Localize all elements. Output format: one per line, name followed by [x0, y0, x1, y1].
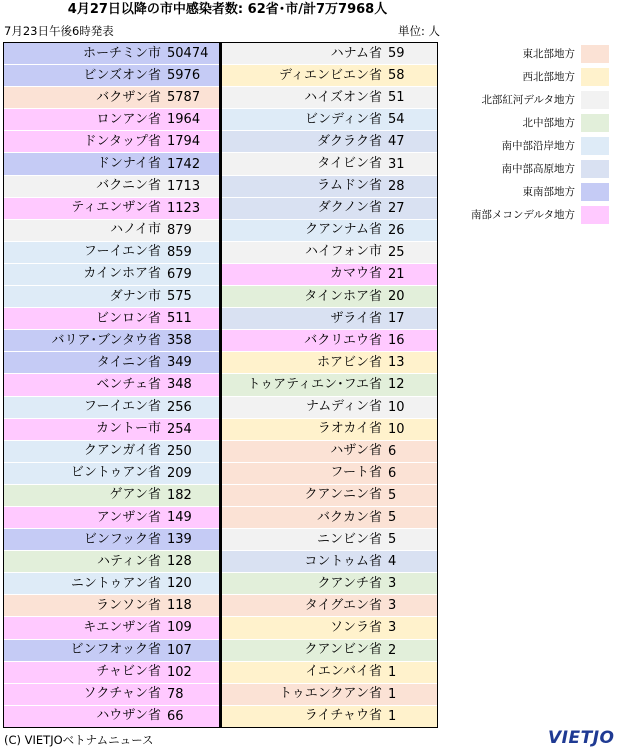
table-row	[222, 242, 437, 264]
province-name: ホアビン省	[316, 354, 382, 370]
legend-label: 北部紅河デルタ地方	[481, 94, 575, 106]
case-count: 13	[388, 355, 405, 371]
region-legend	[455, 42, 615, 226]
case-count: 78	[167, 686, 184, 702]
province-name: カマウ省	[329, 266, 382, 282]
legend-label: 南中部沿岸地方	[501, 140, 575, 152]
table-row	[4, 242, 219, 264]
table-row	[4, 441, 219, 463]
province-name: バリア･ブンタウ省	[51, 332, 161, 348]
legend-label: 北中部地方	[522, 117, 575, 129]
table-row	[4, 595, 219, 617]
table-row	[4, 176, 219, 198]
province-name: ラオカイ省	[317, 421, 382, 437]
province-name: ティエンザン省	[71, 200, 161, 216]
table-row	[222, 507, 437, 529]
case-count: 17	[388, 311, 405, 327]
province-name: フーイエン省	[83, 244, 161, 260]
table-row	[4, 153, 219, 175]
province-name: クアンチ省	[317, 575, 382, 591]
case-count: 109	[167, 620, 192, 636]
table-row	[222, 529, 437, 551]
province-name: バクカン省	[316, 509, 382, 525]
table-row	[4, 87, 219, 109]
province-name: ハウザン省	[96, 708, 161, 724]
table-row	[4, 706, 219, 727]
province-name: イエンバイ省	[305, 664, 382, 680]
province-name: ラムドン省	[317, 178, 382, 194]
table-row	[4, 485, 219, 507]
legend-item	[455, 88, 615, 111]
legend-label: 西北部地方	[522, 71, 575, 83]
table-row	[222, 551, 437, 573]
case-count: 1713	[167, 178, 201, 194]
province-name: ソクチャン省	[83, 686, 161, 702]
province-name: ダクノン省	[317, 200, 382, 216]
legend-item	[455, 157, 615, 180]
province-name: カインホア省	[83, 266, 161, 282]
case-count: 21	[388, 266, 405, 282]
table-row	[222, 595, 437, 617]
table-row	[4, 109, 219, 131]
unit-label: 単位: 人	[397, 24, 440, 38]
case-count: 128	[167, 554, 192, 570]
province-name: ドンタップ省	[83, 133, 161, 149]
legend-swatch	[581, 45, 609, 63]
case-count: 26	[388, 222, 405, 238]
case-count: 1964	[167, 112, 201, 128]
province-name: ゲアン省	[109, 487, 161, 503]
province-name: クアンニン省	[304, 487, 382, 503]
case-count: 3	[388, 576, 397, 592]
case-count: 358	[167, 333, 192, 349]
province-name: バクリエウ省	[304, 332, 382, 348]
case-count: 1742	[167, 156, 201, 172]
case-count: 348	[167, 377, 192, 393]
province-name: トゥエンクアン省	[279, 686, 382, 702]
table-row	[4, 65, 219, 87]
table-row	[4, 264, 219, 286]
province-name: コントゥム省	[304, 553, 382, 569]
province-name: バクニン省	[96, 178, 161, 194]
province-name: ソンラ省	[329, 619, 382, 635]
table-row	[4, 330, 219, 352]
province-name: ダクラク省	[316, 133, 382, 149]
case-count: 1	[388, 686, 397, 702]
case-count: 5	[388, 510, 397, 526]
province-name: ハノイ市	[110, 222, 161, 238]
case-count: 5	[388, 532, 397, 548]
case-count: 1794	[167, 134, 201, 150]
legend-swatch	[581, 206, 609, 224]
table-row	[222, 662, 437, 684]
case-count: 3	[388, 620, 397, 636]
province-name: ホーチミン市	[82, 45, 161, 61]
province-name: ダナン市	[109, 288, 161, 304]
case-count: 349	[167, 355, 192, 371]
province-name: クアンガイ省	[83, 443, 161, 459]
case-count: 5	[388, 487, 397, 503]
case-count: 6	[388, 443, 397, 459]
case-count: 66	[167, 708, 184, 724]
case-count: 20	[388, 289, 405, 305]
table-row	[222, 109, 437, 131]
table-row	[222, 684, 437, 706]
case-count: 149	[167, 510, 192, 526]
table-row	[222, 397, 437, 419]
legend-item	[455, 134, 615, 157]
table-row	[4, 220, 219, 242]
legend-swatch	[581, 91, 609, 109]
province-name: ビンロン省	[95, 310, 161, 326]
province-name: ザライ省	[330, 310, 382, 326]
table-column-right	[220, 42, 438, 728]
province-name: ハティン省	[97, 553, 161, 569]
case-count: 139	[167, 532, 192, 548]
case-count: 3	[388, 598, 397, 614]
table-row	[222, 286, 437, 308]
table-row	[4, 640, 219, 662]
case-count: 120	[167, 576, 192, 592]
province-name: ベンチェ省	[96, 376, 161, 392]
province-name: フート省	[330, 465, 382, 481]
table-column-left	[3, 42, 220, 728]
case-count: 679	[167, 266, 192, 282]
case-count: 31	[388, 156, 405, 172]
legend-label: 南中部高原地方	[501, 163, 575, 175]
table-row	[222, 617, 437, 639]
province-name: ハイフォン市	[305, 244, 382, 260]
legend-item	[455, 203, 615, 226]
case-count: 28	[388, 178, 405, 194]
table-row	[222, 419, 437, 441]
province-name: タイニン省	[96, 354, 161, 370]
legend-swatch	[581, 68, 609, 86]
table-row	[4, 529, 219, 551]
legend-swatch	[581, 137, 609, 155]
legend-item	[455, 111, 615, 134]
province-name: タイグエン省	[304, 597, 382, 613]
legend-item	[455, 180, 615, 203]
province-name: ビンディン省	[305, 111, 382, 127]
table-row	[4, 308, 219, 330]
case-count: 5976	[167, 68, 201, 84]
table-row	[222, 176, 437, 198]
case-count: 254	[167, 421, 192, 437]
province-name: ドンナイ省	[96, 156, 161, 172]
case-count: 107	[167, 642, 192, 658]
case-count: 10	[388, 399, 405, 415]
table-row	[222, 264, 437, 286]
table-row	[222, 374, 437, 396]
table-row	[222, 198, 437, 220]
legend-swatch	[581, 183, 609, 201]
province-name: ビンズオン省	[83, 67, 161, 83]
case-count: 250	[167, 443, 192, 459]
case-count: 27	[388, 200, 405, 216]
table-row	[4, 43, 219, 65]
province-name: ビントゥアン省	[70, 465, 161, 481]
table-row	[222, 706, 437, 727]
table-row	[222, 220, 437, 242]
case-count: 102	[167, 664, 192, 680]
province-name: ニンビン省	[316, 531, 382, 547]
province-name: ディエンビエン省	[279, 67, 382, 83]
province-name: ライチャウ省	[304, 708, 382, 724]
table-row	[222, 330, 437, 352]
table-row	[4, 463, 219, 485]
case-count: 1	[388, 664, 397, 680]
case-table	[3, 42, 438, 728]
legend-label: 南部メコンデルタ地方	[470, 209, 575, 221]
table-row	[4, 131, 219, 153]
vietjo-logo: VIETJO	[548, 728, 615, 748]
case-count: 51	[388, 90, 405, 106]
province-name: キエンザン省	[83, 619, 161, 635]
case-count: 47	[388, 134, 405, 150]
province-name: ビンフック省	[83, 531, 161, 547]
case-count: 209	[167, 465, 192, 481]
table-row	[4, 617, 219, 639]
table-row	[222, 485, 437, 507]
table-row	[222, 441, 437, 463]
case-count: 6	[388, 465, 397, 481]
case-count: 5787	[167, 90, 201, 106]
case-count: 4	[388, 554, 397, 570]
province-name: ロンアン省	[96, 111, 161, 127]
table-row	[4, 419, 219, 441]
case-count: 16	[388, 333, 405, 349]
province-name: カントー市	[95, 421, 161, 437]
case-count: 879	[167, 222, 192, 238]
province-name: ランソン省	[95, 597, 161, 613]
province-name: ナムディン省	[305, 399, 382, 415]
case-count: 118	[167, 598, 192, 614]
legend-label: 東南部地方	[522, 186, 575, 198]
case-count: 58	[388, 68, 405, 84]
table-row	[4, 662, 219, 684]
province-name: バクザン省	[96, 89, 161, 105]
province-name: ハザン省	[330, 443, 382, 459]
table-row	[4, 507, 219, 529]
legend-swatch	[581, 114, 609, 132]
table-row	[222, 43, 437, 65]
table-row	[222, 87, 437, 109]
table-row	[222, 65, 437, 87]
table-row	[4, 397, 219, 419]
case-count: 1	[388, 708, 397, 724]
province-name: クアンビン省	[304, 642, 382, 658]
case-count: 59	[388, 46, 405, 62]
case-count: 25	[388, 244, 405, 260]
case-count: 50474	[167, 46, 209, 62]
province-name: アンザン省	[96, 509, 161, 525]
province-name: トゥアティエン･フエ省	[247, 376, 382, 392]
province-name: ハイズオン省	[304, 89, 382, 105]
case-count: 859	[167, 244, 192, 260]
case-count: 54	[388, 112, 405, 128]
case-count: 575	[167, 289, 192, 305]
table-row	[4, 286, 219, 308]
table-row	[222, 463, 437, 485]
province-name: タインホア省	[304, 288, 382, 304]
table-row	[222, 131, 437, 153]
province-name: ビンフオック省	[70, 642, 161, 658]
province-name: チャビン省	[96, 664, 161, 680]
province-name: フーイエン省	[83, 399, 161, 415]
province-name: タイビン省	[317, 156, 382, 172]
legend-item	[455, 65, 615, 88]
case-count: 12	[388, 377, 405, 393]
legend-swatch	[581, 160, 609, 178]
case-count: 1123	[167, 200, 201, 216]
table-row	[4, 551, 219, 573]
case-count: 2	[388, 642, 397, 658]
province-name: ニントゥアン省	[70, 575, 161, 591]
case-count: 256	[167, 399, 192, 415]
legend-label: 東北部地方	[522, 48, 575, 60]
case-count: 511	[167, 311, 192, 327]
table-row	[4, 352, 219, 374]
province-name: クアンナム省	[305, 222, 382, 238]
chart-subtitle: 7月23日午後6時発表	[4, 24, 114, 38]
case-count: 10	[388, 421, 405, 437]
table-row	[222, 352, 437, 374]
table-row	[4, 374, 219, 396]
province-name: ハナム省	[330, 45, 382, 61]
table-row	[222, 153, 437, 175]
table-row	[4, 198, 219, 220]
copyright-credit: (C) VIETJOベトナムニュース	[4, 733, 154, 747]
chart-title: 4月27日以降の市中感染者数: 62省･市/計7万7968人	[67, 2, 388, 17]
case-count: 182	[167, 487, 192, 503]
table-row	[222, 573, 437, 595]
table-row	[222, 640, 437, 662]
table-row	[4, 573, 219, 595]
table-row	[4, 684, 219, 706]
table-row	[222, 308, 437, 330]
legend-item	[455, 42, 615, 65]
